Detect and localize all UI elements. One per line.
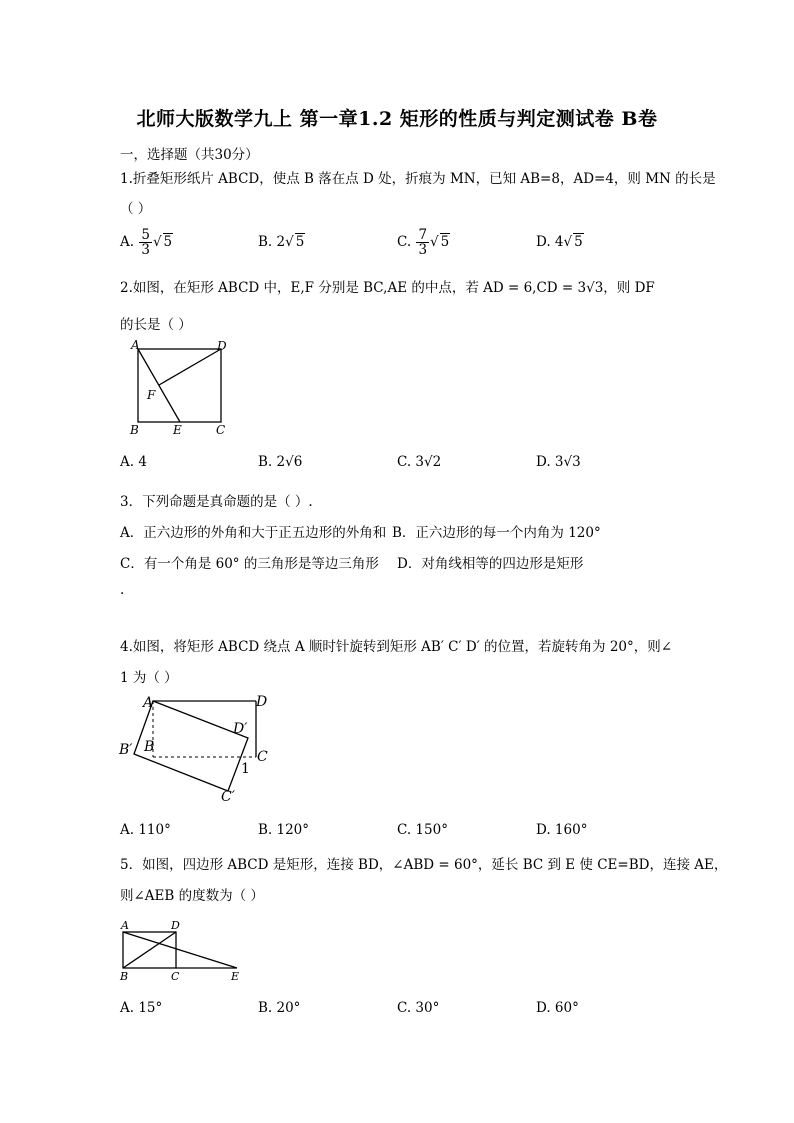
question-2-text-cont: 的长是（ ） [120, 317, 192, 333]
q1-a-num: 5 [141, 227, 150, 243]
q1-option-d-label: D. 4 [536, 234, 564, 250]
fig2-label-d: D [217, 339, 227, 353]
fig5-segment-bd [123, 932, 176, 968]
q5-option-a: A. 15° [120, 1000, 163, 1016]
fig4-label-d: D [256, 694, 268, 710]
fig2-label-e: E [173, 423, 182, 437]
q2-option-b: B. 2√6 [258, 454, 303, 470]
q1-option-a-fraction [139, 228, 152, 257]
fig2-segment-fd [159, 349, 221, 385]
fig5-label-d: D [171, 919, 180, 932]
fig2-label-c: C [216, 423, 226, 437]
fig4-label-b-prime: B′ [119, 742, 133, 758]
question-2-text: 2.如图，在矩形 ABCD 中，E,F 分别是 BC,AE 的中点，若 AD = 6,CD = 3√3，则 DF [120, 280, 655, 296]
figure-q4-rotated-rectangle [115, 690, 275, 810]
q2-option-d: D. 3√3 [536, 454, 581, 470]
fig4-label-d-prime: D′ [233, 721, 248, 737]
q1-c-den: 3 [418, 242, 428, 259]
q1-a-den: 3 [141, 242, 150, 259]
q1-d-rad: 5 [574, 234, 583, 250]
q1-c-rad: 5 [440, 234, 450, 251]
question-4-text-cont: 1 为（ ） [120, 670, 178, 686]
question-5-text-cont: 则∠AEB 的度数为（ ） [120, 888, 264, 904]
q1-option-c-label: C. [397, 234, 412, 251]
q3-trailing-dot: . [120, 582, 125, 598]
fig2-label-a: A [131, 338, 140, 352]
q3-option-c: C．有一个角是 60° 的三角形是等边三角形 [120, 556, 379, 572]
q1-option-a: A. $\frac{5}{3}$ √ 5 [120, 227, 173, 259]
fig5-label-c: C [171, 970, 180, 983]
question-1-text: 1.折叠矩形纸片 ABCD，使点 B 落在点 D 处，折痕为 MN，已知 AB=8，AD=4，则 MN 的长是 [120, 171, 716, 187]
q4-option-b: B. 120° [258, 822, 310, 838]
fig2-segment-ae [138, 349, 180, 422]
q1-option-b: B. 2√ 5 [258, 234, 305, 250]
q5-option-b: B. 20° [258, 1000, 301, 1016]
q2-option-a: A. 4 [120, 454, 147, 470]
fig2-label-b: B [130, 423, 139, 437]
fig4-label-a: A [143, 695, 154, 711]
question-3-text: 3．下列命题是真命题的是（ ）. [120, 494, 313, 510]
question-5-text: 5．如图，四边形 ABCD 是矩形，连接 BD，∠ABD = 60°，延长 BC 到 E 使 CE=BD，连接 AE， [120, 857, 728, 873]
q1-option-b-label: B. 2 [258, 234, 286, 250]
figure-q5-rectangle-extended [115, 917, 250, 987]
q1-option-c: C. $\frac{7}{3}$ √ 5 [397, 227, 450, 259]
q1-c-num: 7 [418, 227, 428, 243]
fig2-label-f: F [147, 388, 156, 402]
fig5-label-b: B [120, 970, 129, 983]
section-heading: 一，选择题（共30分） [120, 147, 259, 163]
fig2-rectangle-abcd [138, 349, 221, 422]
q2-option-c: C. 3√2 [397, 454, 442, 470]
fig5-label-e: E [231, 970, 240, 983]
fig4-label-angle-1: 1 [241, 761, 250, 777]
page-title: 北师大版数学九上 第一章1.2 矩形的性质与判定测试卷 B卷 [136, 108, 658, 130]
q4-option-d: D. 160° [536, 822, 588, 838]
q3-option-d: D．对角线相等的四边形是矩形 [397, 556, 584, 572]
figure-q2-rectangle [125, 338, 240, 438]
fig4-label-c: C [257, 749, 268, 765]
fig4-label-b: B [144, 739, 155, 755]
q1-option-c-fraction [416, 228, 429, 257]
q4-option-c: C. 150° [397, 822, 448, 838]
question-1-paren: （ ） [120, 201, 152, 217]
q3-option-a: A．正六边形的外角和大于正五边形的外角和 [120, 525, 387, 541]
fig4-label-c-prime: C′ [221, 789, 235, 805]
q1-b-rad: 5 [295, 234, 305, 250]
q4-option-a: A. 110° [120, 822, 171, 838]
q1-a-rad: 5 [163, 234, 173, 251]
q1-option-d: D. 4√ 5 [536, 234, 583, 250]
q5-option-d: D. 60° [536, 1000, 579, 1016]
fig5-segment-ae [123, 932, 237, 968]
q3-option-b: B．正六边形的每一个内角为 120° [392, 525, 601, 541]
q5-option-c: C. 30° [397, 1000, 440, 1016]
fig5-label-a: A [121, 919, 129, 932]
q1-option-a-label: A. [120, 234, 135, 251]
question-4-text: 4.如图，将矩形 ABCD 绕点 A 顺时针旋转到矩形 AB′ C′ D′ 的位置，若旋转角为 20°，则∠ [120, 639, 673, 655]
